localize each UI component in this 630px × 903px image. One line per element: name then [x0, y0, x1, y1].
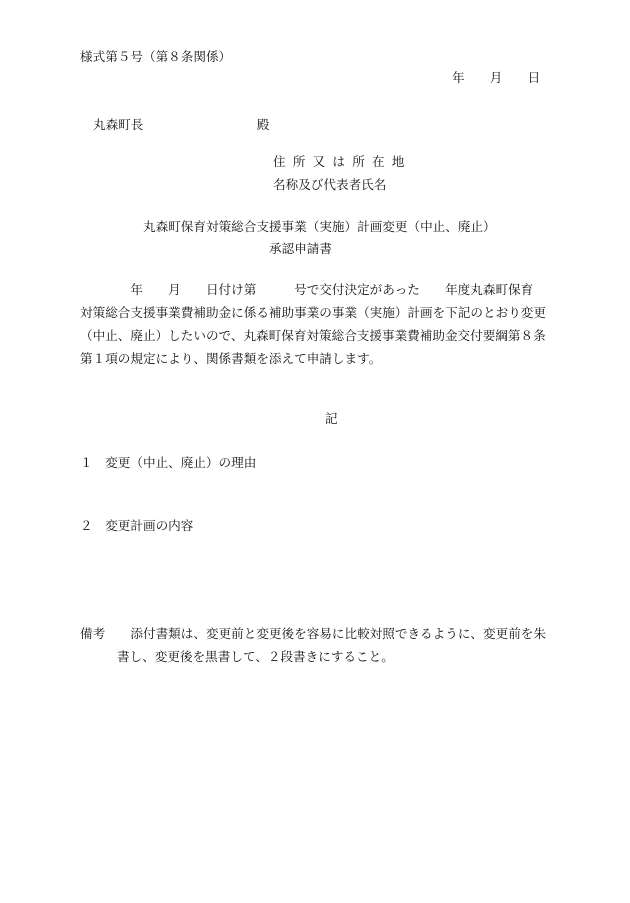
form-number: 様式第５号（第８条関係） [80, 49, 232, 64]
application-body [80, 284, 600, 376]
date-line: 年 月 日 [452, 70, 541, 85]
applicant-address-label: 住 所 又 は 所 在 地 [273, 154, 406, 169]
item-change-reason: １ 変更（中止、廃止）の理由 [80, 455, 257, 470]
body-line: 年 月 日付け第 号で交付決定があった 年度丸森町保育 [80, 282, 534, 297]
document-subtitle: 承認申請書 [269, 241, 332, 256]
body-line: （中止、廃止）したいので、丸森町保育対策総合支援事業費補助金交付要綱第８条 [80, 328, 546, 343]
body-line: 対策総合支援事業費補助金に係る補助事業の事業（実施）計画を下記のとおり変更 [80, 305, 546, 320]
document-title: 丸森町保育対策総合支援事業（実施）計画変更（中止、廃止） [143, 219, 496, 234]
applicant-name-label: 名称及び代表者氏名 [273, 177, 387, 192]
body-line: 第１項の規定により、関係書類を添えて申請します。 [80, 351, 382, 366]
ki-heading: 記 [325, 411, 338, 426]
addressee: 丸森町長 殿 [93, 117, 270, 132]
remarks-line: 書し、変更後を黒書して、２段書きにすること。 [117, 649, 394, 664]
item-change-plan: ２ 変更計画の内容 [80, 518, 194, 533]
remarks-line: 備考 添付書類は、変更前と変更後を容易に比較対照できるように、変更前を朱 [80, 626, 546, 641]
